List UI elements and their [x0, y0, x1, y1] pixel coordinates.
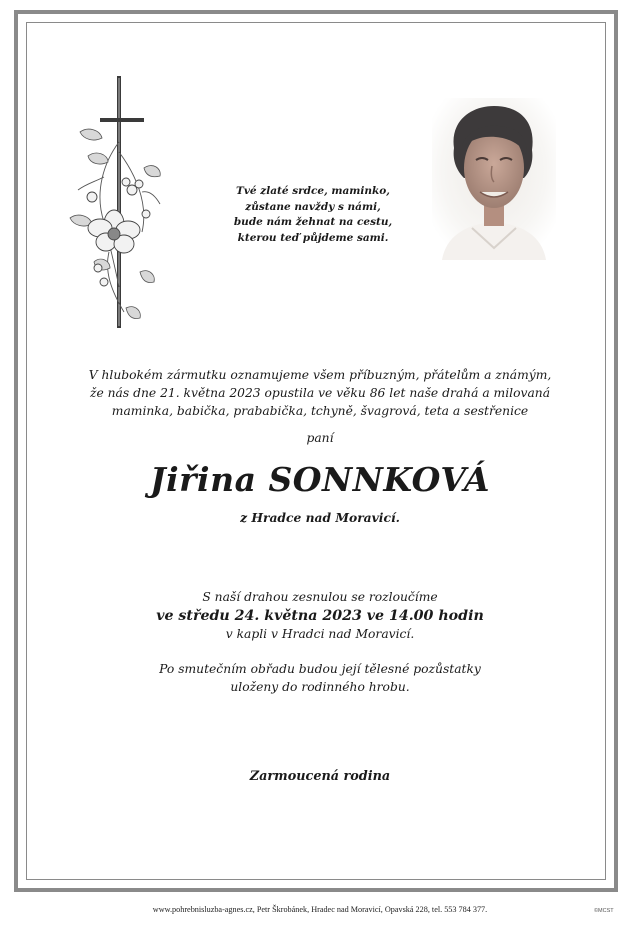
ceremony-date: ve středu 24. května 2023 ve 14.00 hodin — [156, 607, 484, 624]
poem-line: bude nám žehnat na cestu, — [233, 216, 393, 229]
family-signature: Zarmoucená rodina — [249, 769, 391, 784]
funeral-service-footer: www.pohrebnisluzba-agnes.cz, Petr Škrobánek, Hradec nad Moravicí, Opavská 228, tel. 553 784 377. — [152, 905, 488, 914]
portrait-photo — [432, 98, 556, 260]
memorial-poem — [222, 184, 404, 246]
deceased-origin: z Hradce nad Moravicí. — [240, 510, 400, 525]
honorific: paní — [306, 431, 334, 445]
ceremony-intro: S naší drahou zesnulou se rozloučíme — [202, 590, 438, 604]
burial-line: Po smutečním obřadu budou její tělesné pozůstatky — [159, 662, 481, 676]
burial-line: uloženy do rodinného hrobu. — [230, 680, 410, 695]
poem-line: Tvé zlaté srdce, maminko, — [236, 185, 390, 197]
ceremony-place: v kapli v Hradci nad Moravicí. — [225, 626, 415, 641]
announcement-line: V hlubokém zármutku oznamujeme všem příbuzným, přátelům a známým, — [88, 368, 552, 382]
announcement-text — [80, 366, 560, 421]
announcement-line: maminka, babička, prababička, tchyně, švagrová, teta a sestřenice — [111, 404, 529, 419]
poem-line: kterou teď půjdeme sami. — [237, 231, 389, 244]
cross-with-flowers-illustration — [64, 72, 164, 334]
burial-info — [120, 660, 520, 696]
ceremony-info — [120, 589, 520, 643]
poem-line: zůstane navždy s námi, — [245, 200, 381, 213]
deceased-name: Jiřina SONNKOVÁ — [150, 460, 490, 499]
print-code: ©MCST — [594, 908, 614, 914]
announcement-line: že nás dne 21. května 2023 opustila ve věku 86 let naše drahá a milovaná — [89, 386, 551, 401]
